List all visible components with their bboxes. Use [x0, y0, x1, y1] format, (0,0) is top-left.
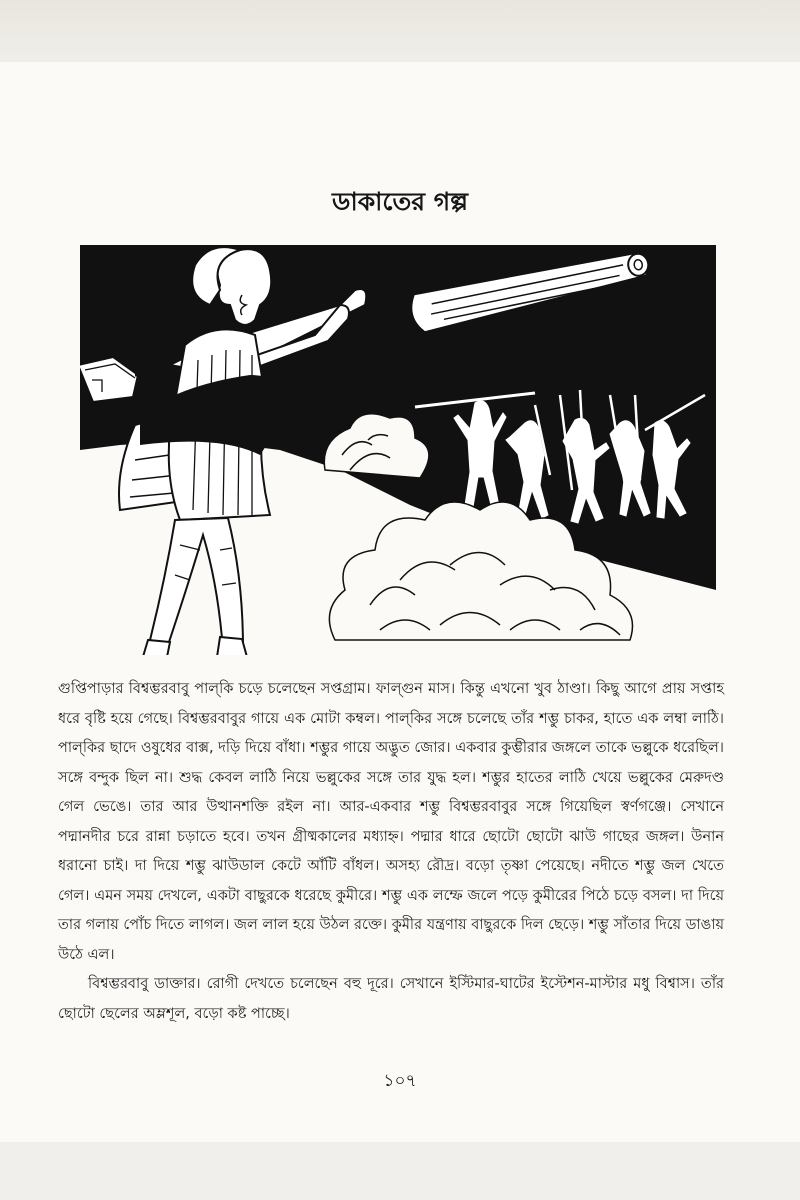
page-number: ১০৭ [383, 1071, 417, 1091]
page-title: ডাকাতের গল্প [332, 187, 468, 216]
paragraph-2: বিশ্বম্ভরবাবু ডাক্তার। রোগী দেখতে চলেছেন বহু দূরে। সেখানে ইস্টিমার-ঘাটের ইস্টেশন-মাস্টার মধু বিশ্বাস। তাঁর ছোটো ছেলের অম্লশূল, বড়ো কষ্ট পাচ্ছে। [58, 976, 724, 1022]
story-illustration [80, 245, 716, 655]
paragraph-1: গুপ্তিপাড়ার বিশ্বম্ভরবাবু পাল্‌কি চড়ে চলেছেন সপ্তগ্রাম। ফাল্গুন মাস। কিন্তু এখনো খুব ঠাণ্ডা। কিছু আগে প্রায় সপ্তাহ ধরে বৃষ্টি হয়ে গেছে। বিশ্বম্ভরবাবুর গায়ে এক মোটা কম্বল। পাল্‌কির সঙ্গে চলেছে তাঁর শম্ভু চাকর, হাতে এক লম্বা লাঠি। পাল্‌কির ছাদে ওষুধের বাক্স, দড়ি দিয়ে বাঁধা। শম্ভুর গায়ে অদ্ভুত জোর। একবার কুম্ভীরার জঙ্গলে তাকে ভল্লুকে ধরেছিল। সঙ্গে বন্দুক ছিল না। শুদ্ধ কেবল লাঠি নিয়ে ভল্লুকের সঙ্গে তার যুদ্ধ হল। শম্ভুর হাতের লাঠি খেয়ে ভল্লুকের মেরুদণ্ড গেল ভেঙে। তার আর উত্থানশক্তি রইল না। আর-একবার শম্ভু বিশ্বম্ভরবাবুর সঙ্গে গিয়েছিল স্বর্ণগঞ্জে। সেখানে পদ্মানদীর চরে রান্না চড়াতে হবে। তখন গ্রীষ্মকালের মধ্যাহ্ন। পদ্মার ধারে ছোটো ছোটো ঝাউ গাছের জঙ্গল। উনান ধরানো চাই। দা দিয়ে শম্ভু ঝাউডাল কেটে আঁটি বাঁধল। অসহ্য রৌদ্র। বড়ো তৃষ্ণা পেয়েছে। নদীতে শম্ভু জল খেতে গেল। এমন সময় দেখলে, একটা বাছুরকে ধরেছে কুমীরে। শম্ভু এক লম্ফে জলে পড়ে কুমীরের পিঠে চড়ে বসল। দা দিয়ে তার গলায় পোঁচ দিতে লাগল। জল লাল হয়ে উঠল রক্তে। কুমীর যন্ত্রণায় বাছুরকে দিল ছেড়ে। শম্ভু সাঁতার দিয়ে ডাঙায় উঠে এল। [58, 681, 724, 963]
page-edge-shadow [0, 0, 800, 62]
story-text [58, 675, 724, 1029]
page-bottom-margin [0, 1142, 800, 1200]
